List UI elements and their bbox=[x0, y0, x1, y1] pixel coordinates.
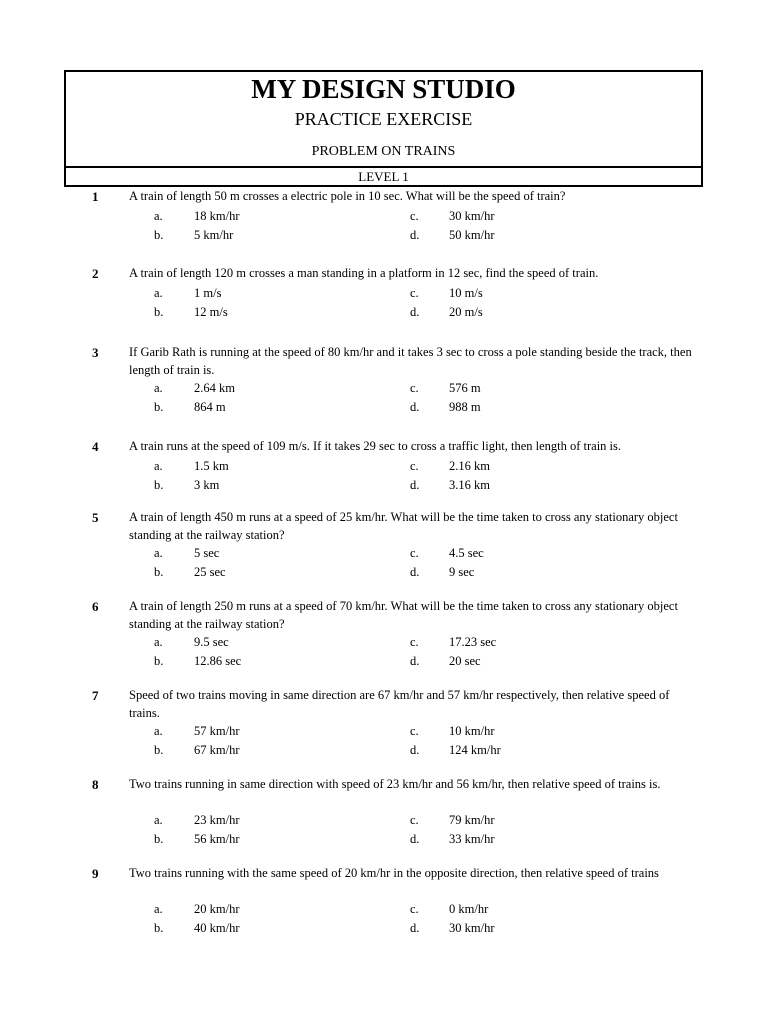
question-text: A train of length 450 m runs at a speed of 25 km/hr. What will be the time taken to cross any stationary object standing at the railway station? bbox=[129, 510, 678, 542]
option-value: 3.16 km bbox=[449, 477, 490, 492]
option-value: 5 km/hr bbox=[194, 227, 234, 242]
option-value: 576 m bbox=[449, 381, 481, 395]
option-letter: c. bbox=[410, 546, 419, 560]
question-number: 9 bbox=[92, 866, 99, 881]
option-letter: a. bbox=[154, 459, 163, 473]
option-letter: b. bbox=[154, 920, 164, 935]
option-letter: a. bbox=[154, 286, 163, 300]
option-value: 12.86 sec bbox=[194, 653, 242, 668]
topic-heading: PROBLEM ON TRAINS bbox=[311, 144, 456, 159]
option-value: 864 m bbox=[194, 399, 226, 414]
option-letter: a. bbox=[154, 902, 163, 916]
option-letter: c. bbox=[410, 286, 419, 300]
option-letter: d. bbox=[410, 920, 420, 935]
question-text: Two trains running in same direction with speed of 23 km/hr and 56 km/hr, then relative speed of trains is. bbox=[129, 777, 661, 791]
question-number: 3 bbox=[92, 345, 99, 360]
option-letter: a. bbox=[154, 381, 163, 395]
option-letter: b. bbox=[154, 564, 164, 579]
option-value: 9.5 sec bbox=[194, 635, 229, 649]
question-number: 4 bbox=[92, 439, 99, 454]
option-letter: a. bbox=[154, 546, 163, 560]
question-number: 1 bbox=[92, 189, 99, 204]
option-value: 40 km/hr bbox=[194, 920, 240, 935]
page-subtitle: PRACTICE EXERCISE bbox=[294, 109, 473, 129]
question-text: If Garib Rath is running at the speed of 80 km/hr and it takes 3 sec to cross a pole standing beside the track, then length of train is. bbox=[129, 345, 692, 377]
option-letter: c. bbox=[410, 724, 419, 738]
option-letter: d. bbox=[410, 399, 420, 414]
option-letter: b. bbox=[154, 653, 164, 668]
option-letter: c. bbox=[410, 381, 419, 395]
option-value: 9 sec bbox=[449, 564, 475, 579]
option-letter: a. bbox=[154, 635, 163, 649]
option-value: 20 m/s bbox=[449, 304, 483, 319]
question-number: 2 bbox=[92, 266, 99, 281]
option-letter: b. bbox=[154, 742, 164, 757]
option-value: 50 km/hr bbox=[449, 227, 495, 242]
option-letter: b. bbox=[154, 477, 164, 492]
option-value: 1 m/s bbox=[194, 286, 222, 300]
option-value: 5 sec bbox=[194, 546, 220, 560]
header-divider bbox=[66, 166, 701, 168]
option-value: 124 km/hr bbox=[449, 742, 501, 757]
option-value: 20 km/hr bbox=[194, 902, 240, 916]
option-value: 30 km/hr bbox=[449, 920, 495, 935]
option-value: 1.5 km bbox=[194, 459, 229, 473]
header-box bbox=[64, 70, 703, 187]
option-letter: a. bbox=[154, 813, 163, 827]
option-value: 12 m/s bbox=[194, 304, 228, 319]
question-text: A train of length 120 m crosses a man standing in a platform in 12 sec, find the speed of train. bbox=[129, 266, 599, 280]
option-value: 10 km/hr bbox=[449, 724, 495, 738]
option-value: 10 m/s bbox=[449, 286, 483, 300]
option-value: 17.23 sec bbox=[449, 635, 497, 649]
option-letter: a. bbox=[154, 724, 163, 738]
option-value: 57 km/hr bbox=[194, 724, 240, 738]
option-value: 30 km/hr bbox=[449, 209, 495, 223]
option-letter: b. bbox=[154, 399, 164, 414]
option-letter: d. bbox=[410, 742, 420, 757]
option-letter: c. bbox=[410, 902, 419, 916]
option-value: 79 km/hr bbox=[449, 813, 495, 827]
question-text: A train runs at the speed of 109 m/s. If it takes 29 sec to cross a traffic light, then length of train is. bbox=[129, 439, 622, 453]
option-value: 25 sec bbox=[194, 564, 226, 579]
option-value: 2.64 km bbox=[194, 381, 235, 395]
question-number: 6 bbox=[92, 599, 99, 614]
option-letter: a. bbox=[154, 209, 163, 223]
option-letter: c. bbox=[410, 459, 419, 473]
level-heading: LEVEL 1 bbox=[358, 169, 409, 184]
option-letter: d. bbox=[410, 831, 420, 846]
option-value: 20 sec bbox=[449, 653, 481, 668]
option-value: 33 km/hr bbox=[449, 831, 495, 846]
option-letter: d. bbox=[410, 564, 420, 579]
option-letter: b. bbox=[154, 227, 164, 242]
question-text: A train of length 50 m crosses a electric pole in 10 sec. What will be the speed of train? bbox=[129, 189, 566, 203]
option-letter: d. bbox=[410, 227, 420, 242]
option-letter: c. bbox=[410, 209, 419, 223]
question-number: 7 bbox=[92, 688, 99, 703]
option-letter: d. bbox=[410, 653, 420, 668]
option-value: 0 km/hr bbox=[449, 902, 489, 916]
question-number: 8 bbox=[92, 777, 99, 792]
option-letter: c. bbox=[410, 813, 419, 827]
option-letter: d. bbox=[410, 304, 420, 319]
question-text: Two trains running with the same speed of 20 km/hr in the opposite direction, then relative speed of trains bbox=[129, 866, 659, 880]
option-value: 2.16 km bbox=[449, 459, 490, 473]
option-letter: b. bbox=[154, 831, 164, 846]
option-value: 18 km/hr bbox=[194, 209, 240, 223]
option-value: 67 km/hr bbox=[194, 742, 240, 757]
option-value: 988 m bbox=[449, 399, 481, 414]
option-value: 4.5 sec bbox=[449, 546, 484, 560]
question-text: A train of length 250 m runs at a speed of 70 km/hr. What will be the time taken to cross any stationary object standing at the railway station? bbox=[129, 599, 678, 631]
option-letter: b. bbox=[154, 304, 164, 319]
page-title: MY DESIGN STUDIO bbox=[251, 74, 516, 104]
option-letter: c. bbox=[410, 635, 419, 649]
question-number: 5 bbox=[92, 510, 99, 525]
option-value: 23 km/hr bbox=[194, 813, 240, 827]
option-value: 56 km/hr bbox=[194, 831, 240, 846]
question-text: Speed of two trains moving in same direction are 67 km/hr and 57 km/hr respectively, then relative speed of trains. bbox=[129, 688, 670, 720]
option-letter: d. bbox=[410, 477, 420, 492]
option-value: 3 km bbox=[194, 477, 220, 492]
